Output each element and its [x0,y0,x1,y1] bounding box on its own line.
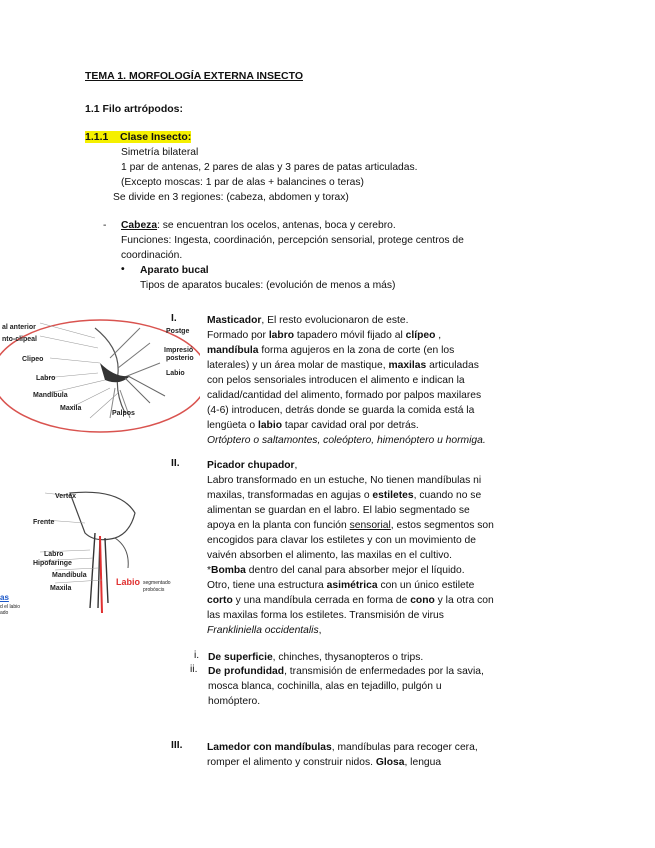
text-line: Formado por labro tapadero móvil fijado al clípeo , [207,330,442,341]
picador-figure: Vertex Frente Labro Hipofaringe Mandíbula Maxila Labio segmentado probóscis as d el labio ado [0,488,200,618]
sublist-numeral: ii. [190,664,198,675]
text-line: *Bomba dentro del canal para absorber mejor el líquido. [207,565,465,576]
list-numeral: III. [171,740,183,751]
text-line: Se divide en 3 regiones: (cabeza, abdomen y torax) [113,192,349,203]
bullet-icon: • [121,264,125,275]
picador-block [207,458,494,638]
masticador-figure: al anterior nto-clipeal Clipeo Labro Mandíbula Maxila Palpos Postge Impresió posterio Labio [0,318,200,433]
text-line: Picador chupador, [207,460,298,471]
text-line: alimentan se guardan en el labro. El labio segmentado se [207,505,470,516]
section-heading-1-1: 1.1 Filo artrópodos: [85,103,184,115]
list-dash: - [103,220,107,231]
text-line: mosca blanca, cochinilla, alas en tejadillo, pulgón u [208,681,442,692]
text-line: Simetría bilateral [121,147,199,158]
text-line: con pelos sensoriales introducen el alimento e indican la [207,375,465,386]
text-line: De profundidad, transmisión de enfermedades por la savia, [208,666,484,677]
text-line: laterales) y un área molar de mastique, maxilas articuladas [207,360,479,371]
text-line: homóptero. [208,696,261,707]
text-line: De superficie, chinches, thysanopteros o trips. [208,652,424,663]
section-title: Clase Insecto: [120,131,192,143]
cabeza-label: Cabeza [121,220,158,231]
text-line: lengüeta o labio tapar cavidad oral por detrás. [207,420,419,431]
section-heading-1-1-1 [85,131,191,143]
text-line: Labro transformado en un estuche, No tienen mandíbulas ni [207,475,482,486]
text-line: las maxilas forma los estiletes. Transmisión de virus [207,610,444,621]
text-line: encogidos para clavar los estiletes y con un movimiento de [207,535,477,546]
text-line: vaivén absorben el alimento, las maxilas en el cultivo. [207,550,452,561]
masticador-block [207,313,486,448]
text-line: Otro, tiene una estructura asimétrica con un único estilete [207,580,475,591]
lamedor-block [207,740,478,770]
text-line: maxilas, transformadas en agujas o estiletes, cuando no se [207,490,482,501]
text-line: (Excepto moscas: 1 par de alas + balancines o teras) [121,177,364,188]
list-numeral: II. [171,458,180,469]
list-numeral: I. [171,313,177,324]
text-line: apoya en la planta con función sensorial, estos segmentos son [207,520,494,531]
text-line: calidad/cantidad del alimento, formado por palpos maxilares [207,390,482,401]
sublist-numeral: i. [194,650,200,661]
text-line: (4-6) introducen, detrás donde se guarda la comida está la [207,405,475,416]
text-line: corto y una mandíbula cerrada en forma de cono y la otra con [207,595,494,606]
text-line: coordinación. [121,250,183,261]
text-line: Masticador, El resto evolucionaron de este. [207,315,409,326]
text-line: Funciones: Ingesta, coordinación, percepción sensorial, protege centros de [121,235,464,246]
text-line: 1 par de antenas, 2 pares de alas y 3 pares de patas articuladas. [121,162,418,173]
page-title: TEMA 1. MORFOLOGÍA EXTERNA INSECTO [85,70,303,82]
aparato-bucal-heading: Aparato bucal [140,265,209,276]
section-number: 1.1.1 [85,131,109,143]
text-line: Frankliniella occidentalis, [207,625,322,636]
text-line: Tipos de aparatos bucales: (evolución de menos a más) [140,280,396,291]
sublist-item [208,650,423,665]
cabeza-line: Cabeza: se encuentran los ocelos, antenas, boca y cerebro. [121,220,396,231]
text-line: romper el alimento y construir nidos. Glosa, lengua [207,757,442,768]
sublist-item [208,664,484,709]
text-line: mandíbula forma agujeros en la zona de corte (en los [207,345,455,356]
piercing-mouthparts-diagram [0,488,200,618]
text-line: Ortóptero o saltamontes, coleóptero, himenóptero u hormiga. [207,435,486,446]
text-line: Lamedor con mandíbulas, mandíbulas para recoger cera, [207,742,478,753]
